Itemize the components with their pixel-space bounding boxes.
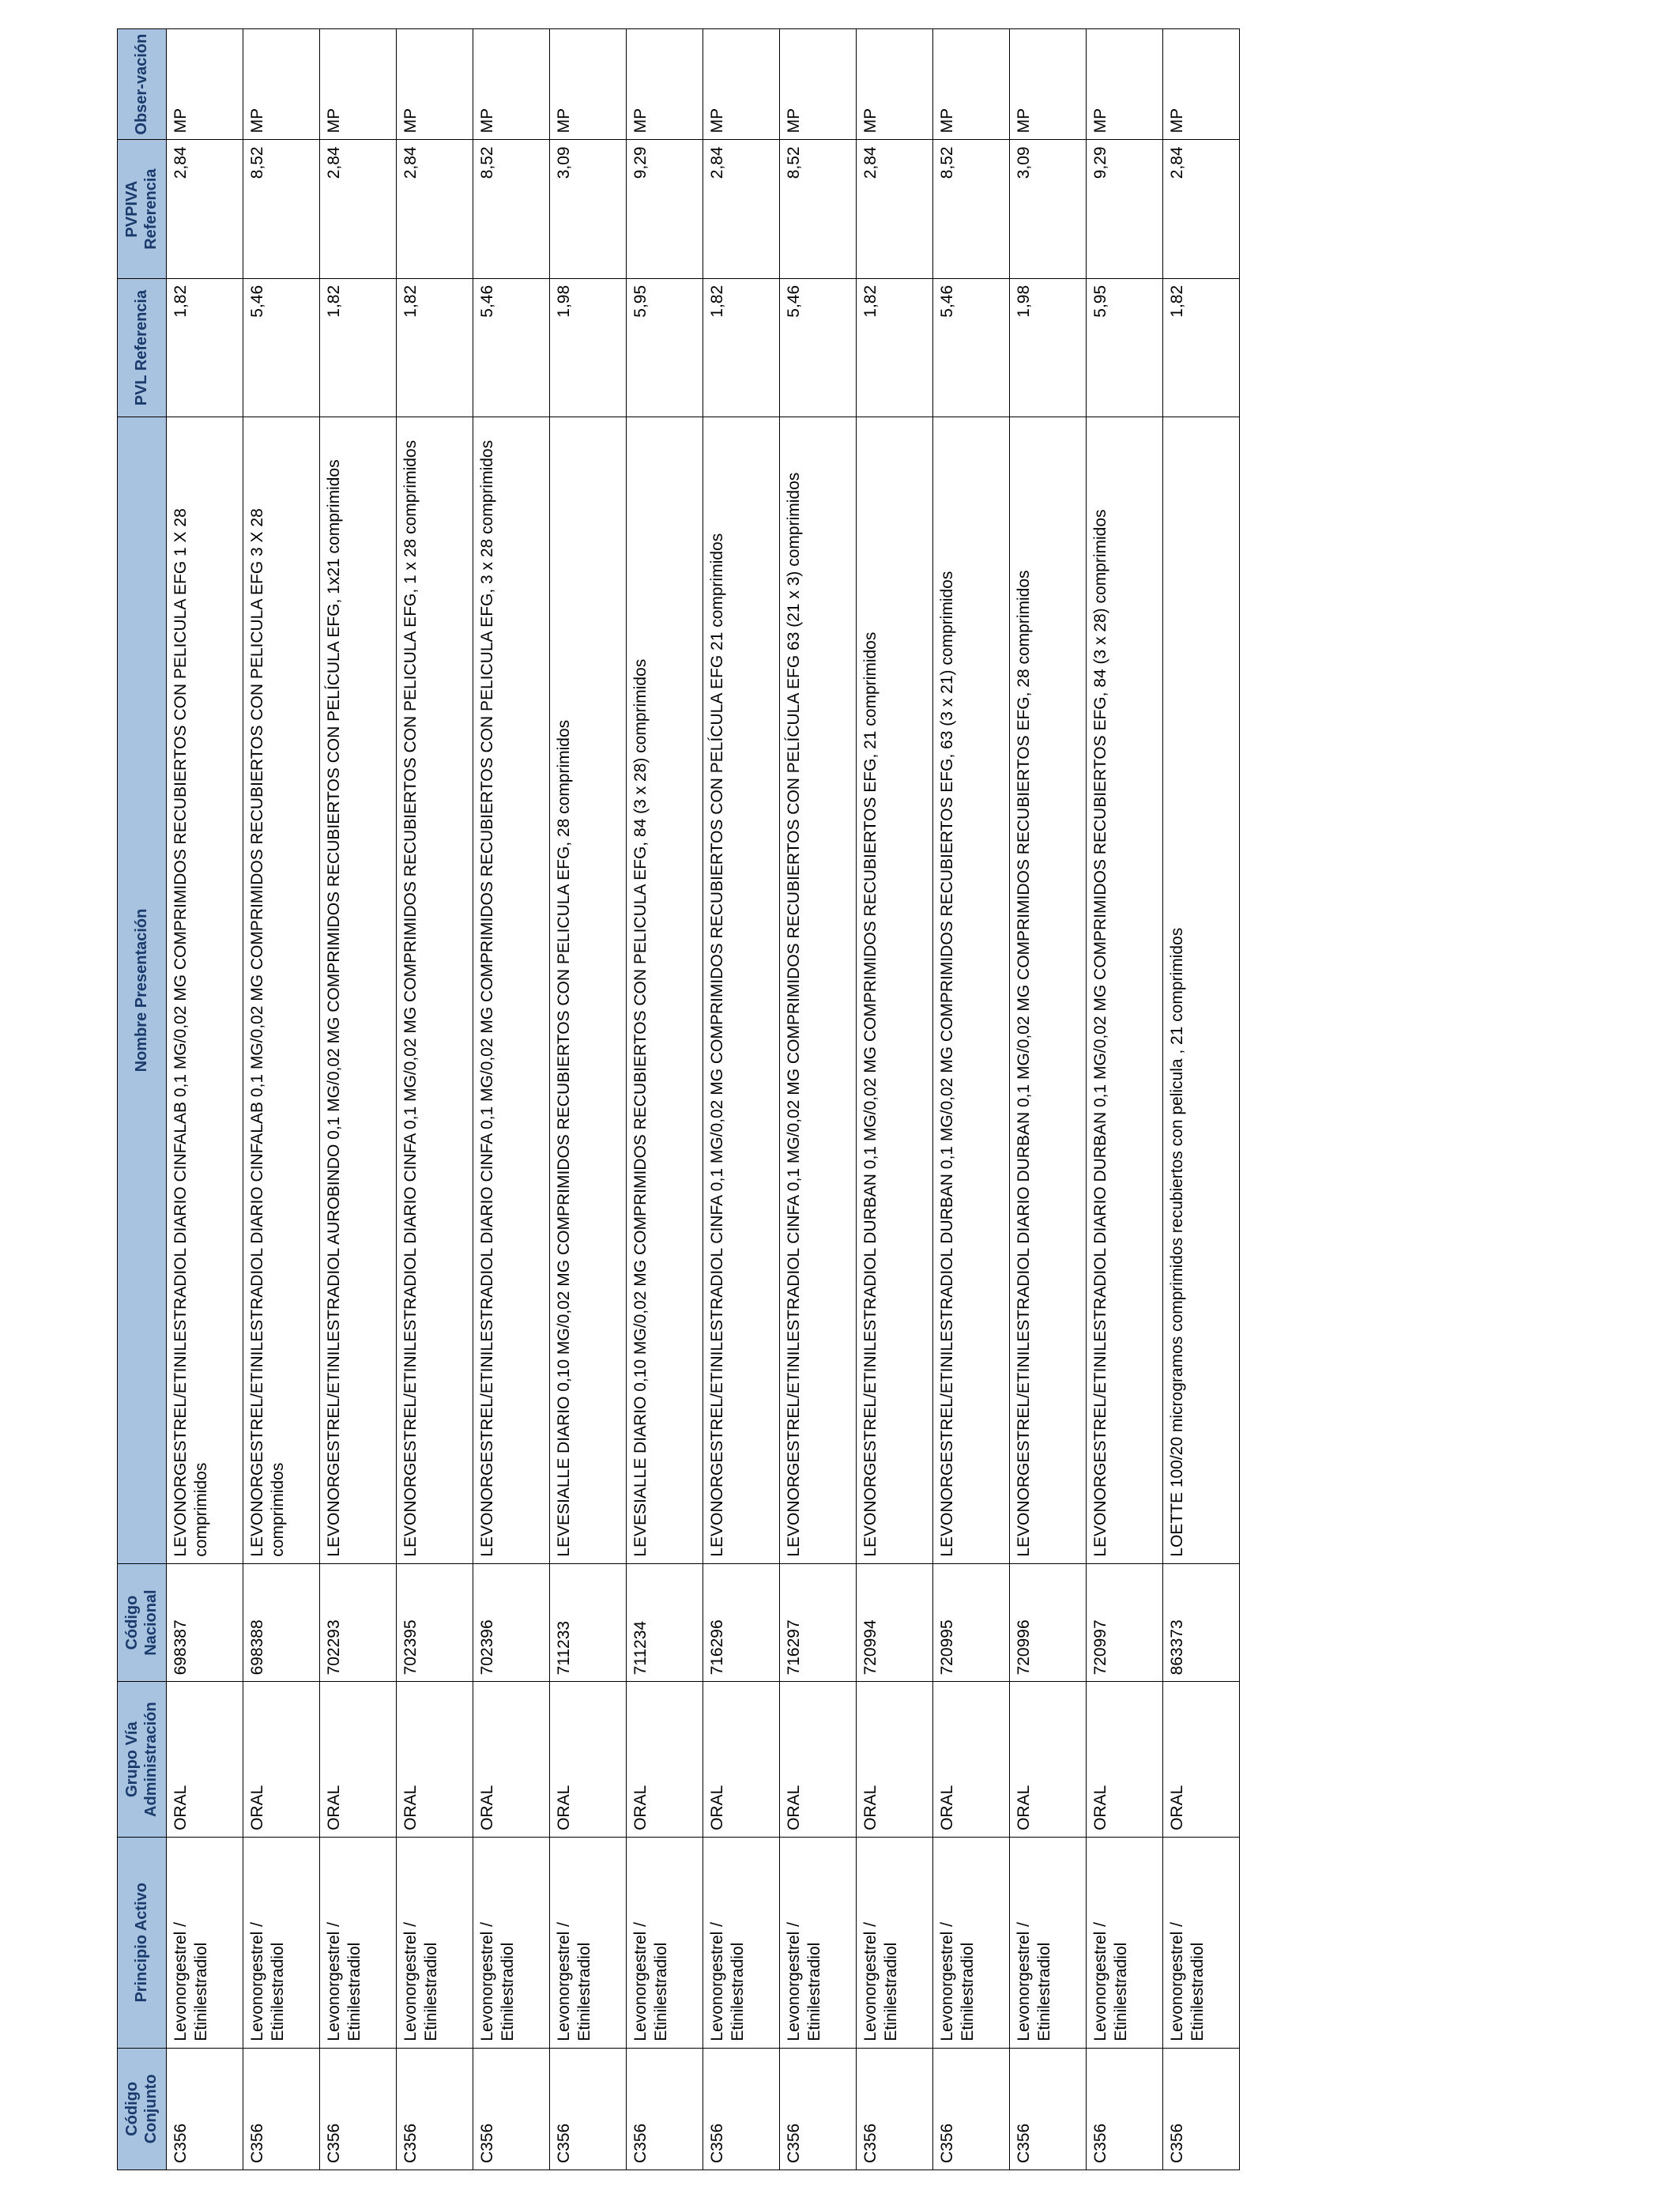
medicines-reference-price-table bbox=[117, 28, 1240, 2170]
column-header-codigo-nacional: Código Nacional bbox=[118, 1563, 167, 1682]
cell-codigo-conjunto: C356 bbox=[550, 2048, 627, 2169]
cell-nombre-presentacion: LOETTE 100/20 microgramos comprimidos recubiertos con pelicula , 21 comprimidos bbox=[1163, 417, 1240, 1563]
cell-nombre-presentacion: LEVONORGESTREL/ETINILESTRADIOL DIARIO DURBAN 0,1 MG/0,02 MG COMPRIMIDOS RECUBIERTOS EFG, 28 comprimidos bbox=[1010, 417, 1087, 1563]
table-header-row bbox=[118, 29, 167, 2170]
column-header-pvl-referencia: PVL Referencia bbox=[118, 278, 167, 417]
cell-principio-activo: Levonorgestrel / Etinilestradiol bbox=[780, 1837, 857, 2048]
cell-observacion: MP bbox=[857, 29, 933, 140]
cell-codigo-conjunto: C356 bbox=[473, 2048, 550, 2169]
cell-codigo-conjunto: C356 bbox=[857, 2048, 933, 2169]
cell-pvl-referencia: 5,46 bbox=[243, 278, 320, 417]
cell-observacion: MP bbox=[397, 29, 473, 140]
cell-grupo-via: ORAL bbox=[397, 1682, 473, 1838]
table-row bbox=[397, 29, 473, 2170]
cell-codigo-conjunto: C356 bbox=[397, 2048, 473, 2169]
table-row bbox=[320, 29, 397, 2170]
cell-pvl-referencia: 1,82 bbox=[1163, 278, 1240, 417]
cell-nombre-presentacion: LEVONORGESTREL/ETINILESTRADIOL AUROBINDO 0,1 MG/0,02 MG COMPRIMIDOS RECUBIERTOS CON PELÍCULA EFG, 1x21 comprimidos bbox=[320, 417, 397, 1563]
cell-codigo-conjunto: C356 bbox=[703, 2048, 780, 2169]
cell-codigo-nacional: 716297 bbox=[780, 1563, 857, 1682]
cell-grupo-via: ORAL bbox=[1087, 1682, 1163, 1838]
cell-pvpiva-referencia: 3,09 bbox=[550, 140, 627, 278]
cell-principio-activo: Levonorgestrel / Etinilestradiol bbox=[933, 1837, 1010, 2048]
cell-codigo-nacional: 863373 bbox=[1163, 1563, 1240, 1682]
table-row bbox=[1087, 29, 1163, 2170]
cell-principio-activo: Levonorgestrel / Etinilestradiol bbox=[1010, 1837, 1087, 2048]
column-header-principio-activo: Principio Activo bbox=[118, 1837, 167, 2048]
cell-observacion: MP bbox=[1010, 29, 1087, 140]
cell-codigo-nacional: 720995 bbox=[933, 1563, 1010, 1682]
cell-observacion: MP bbox=[703, 29, 780, 140]
cell-grupo-via: ORAL bbox=[550, 1682, 627, 1838]
table-row bbox=[473, 29, 550, 2170]
cell-codigo-conjunto: C356 bbox=[933, 2048, 1010, 2169]
cell-observacion: MP bbox=[473, 29, 550, 140]
cell-observacion: MP bbox=[550, 29, 627, 140]
cell-nombre-presentacion: LEVONORGESTREL/ETINILESTRADIOL DIARIO CINFA 0,1 MG/0,02 MG COMPRIMIDOS RECUBIERTOS CON PELICULA EFG, 1 x 28 comprimidos bbox=[397, 417, 473, 1563]
cell-pvpiva-referencia: 2,84 bbox=[397, 140, 473, 278]
cell-grupo-via: ORAL bbox=[1163, 1682, 1240, 1838]
cell-codigo-conjunto: C356 bbox=[1087, 2048, 1163, 2169]
cell-observacion: MP bbox=[243, 29, 320, 140]
table-row bbox=[243, 29, 320, 2170]
cell-principio-activo: Levonorgestrel / Etinilestradiol bbox=[473, 1837, 550, 2048]
cell-grupo-via: ORAL bbox=[857, 1682, 933, 1838]
cell-grupo-via: ORAL bbox=[627, 1682, 703, 1838]
cell-pvpiva-referencia: 2,84 bbox=[320, 140, 397, 278]
cell-principio-activo: Levonorgestrel / Etinilestradiol bbox=[1163, 1837, 1240, 2048]
cell-pvpiva-referencia: 2,84 bbox=[167, 140, 243, 278]
cell-principio-activo: Levonorgestrel / Etinilestradiol bbox=[857, 1837, 933, 2048]
cell-observacion: MP bbox=[933, 29, 1010, 140]
table-row bbox=[167, 29, 243, 2170]
cell-pvpiva-referencia: 9,29 bbox=[1087, 140, 1163, 278]
column-header-pvpiva-referencia: PVPIVA Referencia bbox=[118, 140, 167, 278]
table-row bbox=[933, 29, 1010, 2170]
column-header-observacion: Obser-vación bbox=[118, 29, 167, 140]
cell-pvl-referencia: 5,95 bbox=[1087, 278, 1163, 417]
cell-nombre-presentacion: LEVONORGESTREL/ETINILESTRADIOL DURBAN 0,1 MG/0,02 MG COMPRIMIDOS RECUBIERTOS EFG, 63 (3 x 21) comprimidos bbox=[933, 417, 1010, 1563]
cell-nombre-presentacion: LEVONORGESTREL/ETINILESTRADIOL CINFA 0,1 MG/0,02 MG COMPRIMIDOS RECUBIERTOS CON PELÍCULA EFG 21 comprimidos bbox=[703, 417, 780, 1563]
cell-pvl-referencia: 1,82 bbox=[320, 278, 397, 417]
column-header-nombre-presentacion: Nombre Presentación bbox=[118, 417, 167, 1563]
cell-nombre-presentacion: LEVONORGESTREL/ETINILESTRADIOL DIARIO CINFALAB 0,1 MG/0,02 MG COMPRIMIDOS RECUBIERTOS CON PELICULA EFG 1 X 28 comprimidos bbox=[167, 417, 243, 1563]
cell-codigo-nacional: 702395 bbox=[397, 1563, 473, 1682]
cell-principio-activo: Levonorgestrel / Etinilestradiol bbox=[703, 1837, 780, 2048]
cell-pvpiva-referencia: 2,84 bbox=[703, 140, 780, 278]
cell-codigo-nacional: 711234 bbox=[627, 1563, 703, 1682]
cell-codigo-conjunto: C356 bbox=[167, 2048, 243, 2169]
cell-codigo-nacional: 698387 bbox=[167, 1563, 243, 1682]
cell-codigo-nacional: 720994 bbox=[857, 1563, 933, 1682]
cell-codigo-nacional: 702293 bbox=[320, 1563, 397, 1682]
table-row bbox=[1163, 29, 1240, 2170]
cell-grupo-via: ORAL bbox=[167, 1682, 243, 1838]
cell-principio-activo: Levonorgestrel / Etinilestradiol bbox=[627, 1837, 703, 2048]
cell-codigo-conjunto: C356 bbox=[780, 2048, 857, 2169]
cell-grupo-via: ORAL bbox=[780, 1682, 857, 1838]
cell-pvl-referencia: 1,82 bbox=[703, 278, 780, 417]
cell-nombre-presentacion: LEVESIALLE DIARIO 0,10 MG/0,02 MG COMPRIMIDOS RECUBIERTOS CON PELICULA EFG, 28 comprimidos bbox=[550, 417, 627, 1563]
cell-codigo-conjunto: C356 bbox=[320, 2048, 397, 2169]
cell-nombre-presentacion: LEVESIALLE DIARIO 0,10 MG/0,02 MG COMPRIMIDOS RECUBIERTOS CON PELICULA EFG, 84 (3 x 28) comprimidos bbox=[627, 417, 703, 1563]
cell-observacion: MP bbox=[167, 29, 243, 140]
cell-codigo-conjunto: C356 bbox=[1163, 2048, 1240, 2169]
cell-pvpiva-referencia: 2,84 bbox=[1163, 140, 1240, 278]
cell-codigo-nacional: 711233 bbox=[550, 1563, 627, 1682]
cell-codigo-nacional: 698388 bbox=[243, 1563, 320, 1682]
cell-pvpiva-referencia: 8,52 bbox=[473, 140, 550, 278]
cell-pvpiva-referencia: 8,52 bbox=[933, 140, 1010, 278]
cell-pvpiva-referencia: 3,09 bbox=[1010, 140, 1087, 278]
cell-grupo-via: ORAL bbox=[1010, 1682, 1087, 1838]
cell-principio-activo: Levonorgestrel / Etinilestradiol bbox=[167, 1837, 243, 2048]
cell-grupo-via: ORAL bbox=[933, 1682, 1010, 1838]
cell-nombre-presentacion: LEVONORGESTREL/ETINILESTRADIOL DIARIO CINFA 0,1 MG/0,02 MG COMPRIMIDOS RECUBIERTOS CON PELICULA EFG, 3 x 28 comprimidos bbox=[473, 417, 550, 1563]
cell-nombre-presentacion: LEVONORGESTREL/ETINILESTRADIOL DIARIO CINFALAB 0,1 MG/0,02 MG COMPRIMIDOS RECUBIERTOS CON PELICULA EFG 3 X 28 comprimidos bbox=[243, 417, 320, 1563]
cell-principio-activo: Levonorgestrel / Etinilestradiol bbox=[243, 1837, 320, 2048]
table-row bbox=[627, 29, 703, 2170]
cell-pvl-referencia: 1,82 bbox=[397, 278, 473, 417]
cell-codigo-nacional: 702396 bbox=[473, 1563, 550, 1682]
cell-pvl-referencia: 1,82 bbox=[857, 278, 933, 417]
table-row bbox=[550, 29, 627, 2170]
cell-grupo-via: ORAL bbox=[243, 1682, 320, 1838]
cell-codigo-conjunto: C356 bbox=[1010, 2048, 1087, 2169]
cell-pvpiva-referencia: 9,29 bbox=[627, 140, 703, 278]
table-row bbox=[1010, 29, 1087, 2170]
cell-pvl-referencia: 1,82 bbox=[167, 278, 243, 417]
cell-pvpiva-referencia: 8,52 bbox=[780, 140, 857, 278]
cell-codigo-nacional: 716296 bbox=[703, 1563, 780, 1682]
cell-principio-activo: Levonorgestrel / Etinilestradiol bbox=[397, 1837, 473, 2048]
cell-pvpiva-referencia: 8,52 bbox=[243, 140, 320, 278]
cell-observacion: MP bbox=[1087, 29, 1163, 140]
cell-pvl-referencia: 5,46 bbox=[473, 278, 550, 417]
cell-principio-activo: Levonorgestrel / Etinilestradiol bbox=[1087, 1837, 1163, 2048]
cell-pvl-referencia: 1,98 bbox=[550, 278, 627, 417]
cell-codigo-nacional: 720997 bbox=[1087, 1563, 1163, 1682]
cell-principio-activo: Levonorgestrel / Etinilestradiol bbox=[550, 1837, 627, 2048]
cell-codigo-conjunto: C356 bbox=[243, 2048, 320, 2169]
cell-grupo-via: ORAL bbox=[703, 1682, 780, 1838]
cell-grupo-via: ORAL bbox=[473, 1682, 550, 1838]
cell-pvl-referencia: 5,46 bbox=[780, 278, 857, 417]
column-header-codigo-conjunto: Código Conjunto bbox=[118, 2048, 167, 2169]
cell-nombre-presentacion: LEVONORGESTREL/ETINILESTRADIOL DURBAN 0,1 MG/0,02 MG COMPRIMIDOS RECUBIERTOS EFG, 21 comprimidos bbox=[857, 417, 933, 1563]
cell-observacion: MP bbox=[1163, 29, 1240, 140]
cell-codigo-nacional: 720996 bbox=[1010, 1563, 1087, 1682]
cell-nombre-presentacion: LEVONORGESTREL/ETINILESTRADIOL DIARIO DURBAN 0,1 MG/0,02 MG COMPRIMIDOS RECUBIERTOS EFG, 84 (3 x 28) comprimidos bbox=[1087, 417, 1163, 1563]
cell-observacion: MP bbox=[780, 29, 857, 140]
cell-grupo-via: ORAL bbox=[320, 1682, 397, 1838]
cell-pvpiva-referencia: 2,84 bbox=[857, 140, 933, 278]
cell-observacion: MP bbox=[627, 29, 703, 140]
cell-pvl-referencia: 1,98 bbox=[1010, 278, 1087, 417]
column-header-grupo-via-administracion: Grupo Vía Administración bbox=[118, 1682, 167, 1838]
cell-pvl-referencia: 5,95 bbox=[627, 278, 703, 417]
cell-nombre-presentacion: LEVONORGESTREL/ETINILESTRADIOL CINFA 0,1 MG/0,02 MG COMPRIMIDOS RECUBIERTOS CON PELÍCULA EFG 63 (21 x 3) comprimidos bbox=[780, 417, 857, 1563]
table-row bbox=[780, 29, 857, 2170]
cell-principio-activo: Levonorgestrel / Etinilestradiol bbox=[320, 1837, 397, 2048]
cell-observacion: MP bbox=[320, 29, 397, 140]
cell-pvl-referencia: 5,46 bbox=[933, 278, 1010, 417]
table-row bbox=[703, 29, 780, 2170]
cell-codigo-conjunto: C356 bbox=[627, 2048, 703, 2169]
table-body bbox=[167, 29, 1240, 2170]
table-row bbox=[857, 29, 933, 2170]
